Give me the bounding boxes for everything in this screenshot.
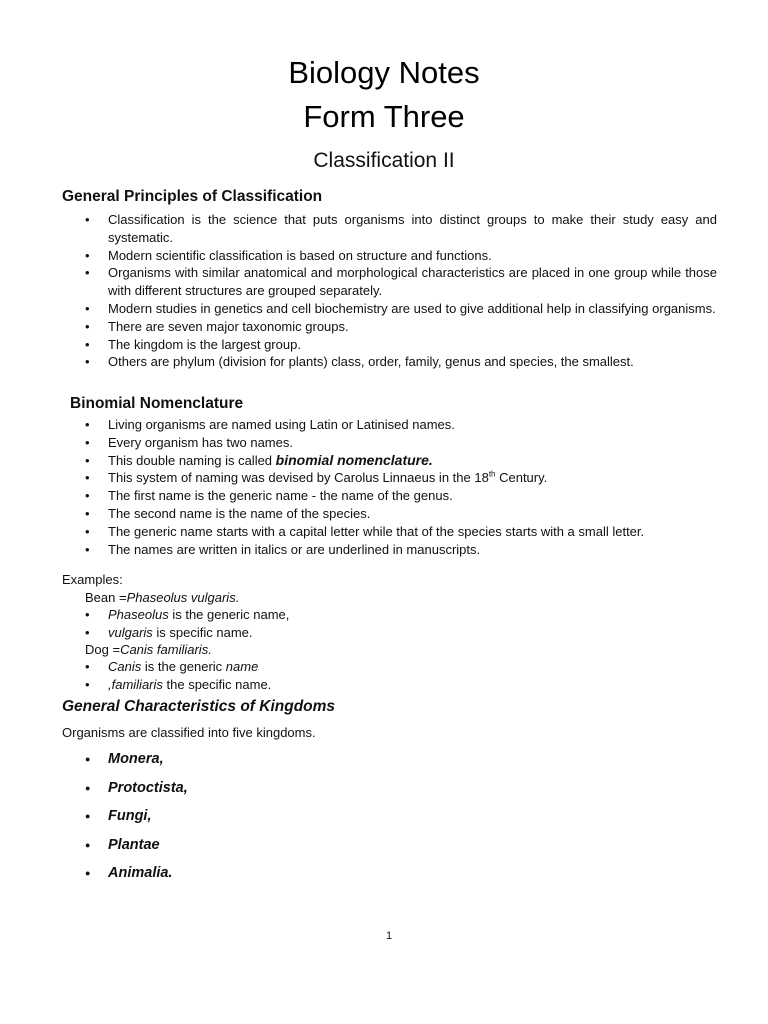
item-text-italic: name <box>225 659 259 674</box>
principles-list <box>85 211 717 371</box>
list-item <box>85 606 717 624</box>
example-scientific-name: Phaseolus vulgaris. <box>126 590 240 605</box>
item-text: This double naming is called <box>108 452 276 468</box>
list-item: • Every organism has two names. <box>85 434 717 452</box>
genus-name: Phaseolus <box>108 607 169 622</box>
list-item <box>85 452 717 470</box>
list-item <box>85 624 717 642</box>
list-item <box>85 676 717 694</box>
document-title: Biology Notes <box>288 55 480 90</box>
species-name: ,familiaris <box>108 676 163 692</box>
topic-title: Classification II <box>313 149 455 172</box>
list-item: • Modern studies in genetics and cell biochemistry are used to give additional help in classifying organisms. <box>85 300 717 318</box>
kingdom-item: ● Fungi, <box>85 805 485 834</box>
list-item: • There are seven major taxonomic groups. <box>85 318 717 336</box>
list-item <box>85 469 717 487</box>
list-item <box>85 658 717 676</box>
item-text: Century. <box>495 470 548 486</box>
item-text: is specific name. <box>152 624 253 640</box>
heading-kingdom-characteristics: General Characteristics of Kingdoms <box>62 698 336 715</box>
kingdom-item: ● Protoctista, <box>85 777 485 806</box>
list-item: • Modern scientific classification is based on structure and functions. <box>85 247 717 265</box>
document-title-line2: Form Three <box>303 99 465 134</box>
kingdom-item: ● Plantae <box>85 834 485 863</box>
item-text: is the generic <box>141 659 226 674</box>
dog-list <box>85 658 717 694</box>
example-scientific-name: Canis familiaris. <box>120 642 212 657</box>
kingdom-item: ● Animalia. <box>85 862 485 891</box>
kingdoms-list <box>85 748 485 891</box>
species-name: vulgaris <box>108 624 153 640</box>
list-item: • The generic name starts with a capital letter while that of the species starts with a small letter. <box>85 523 717 541</box>
list-item: • Living organisms are named using Latin or Latinised names. <box>85 416 717 434</box>
list-item: • The second name is the name of the species. <box>85 505 717 523</box>
item-text: is the generic name, <box>168 607 290 622</box>
item-text: the specific name. <box>162 676 272 692</box>
list-item: • Classification is the science that puts organisms into distinct groups to make their study easy and systematic. <box>85 211 717 247</box>
superscript: th <box>488 470 496 480</box>
examples-label: Examples: <box>62 572 123 587</box>
list-item: • The first name is the generic name - the name of the genus. <box>85 487 717 505</box>
list-item: • The kingdom is the largest group. <box>85 336 717 354</box>
example-dog <box>85 641 212 658</box>
genus-name: Canis <box>108 659 142 674</box>
page-number: 1 <box>385 930 393 942</box>
list-item: • Organisms with similar anatomical and morphological characteristics are placed in one group while those with different structures are grouped separately. <box>85 264 717 300</box>
heading-binomial-nomenclature: Binomial Nomenclature <box>70 395 244 412</box>
example-bean <box>85 589 239 606</box>
emphasis-term: binomial nomenclature. <box>275 451 433 468</box>
item-text: This system of naming was devised by Carolus Linnaeus in the 18 <box>108 470 489 486</box>
example-common-name: Dog = <box>85 642 121 657</box>
nomenclature-list <box>85 416 717 558</box>
heading-general-principles: General Principles of Classification <box>62 188 323 205</box>
list-item: • The names are written in italics or are underlined in manuscripts. <box>85 541 717 559</box>
example-common-name: Bean = <box>85 590 127 605</box>
kingdoms-intro: Organisms are classified into five kingdoms. <box>62 725 316 740</box>
bean-list <box>85 606 717 642</box>
kingdom-item: ● Monera, <box>85 748 485 777</box>
list-item: • Others are phylum (division for plants) class, order, family, genus and species, the smallest. <box>85 353 717 371</box>
